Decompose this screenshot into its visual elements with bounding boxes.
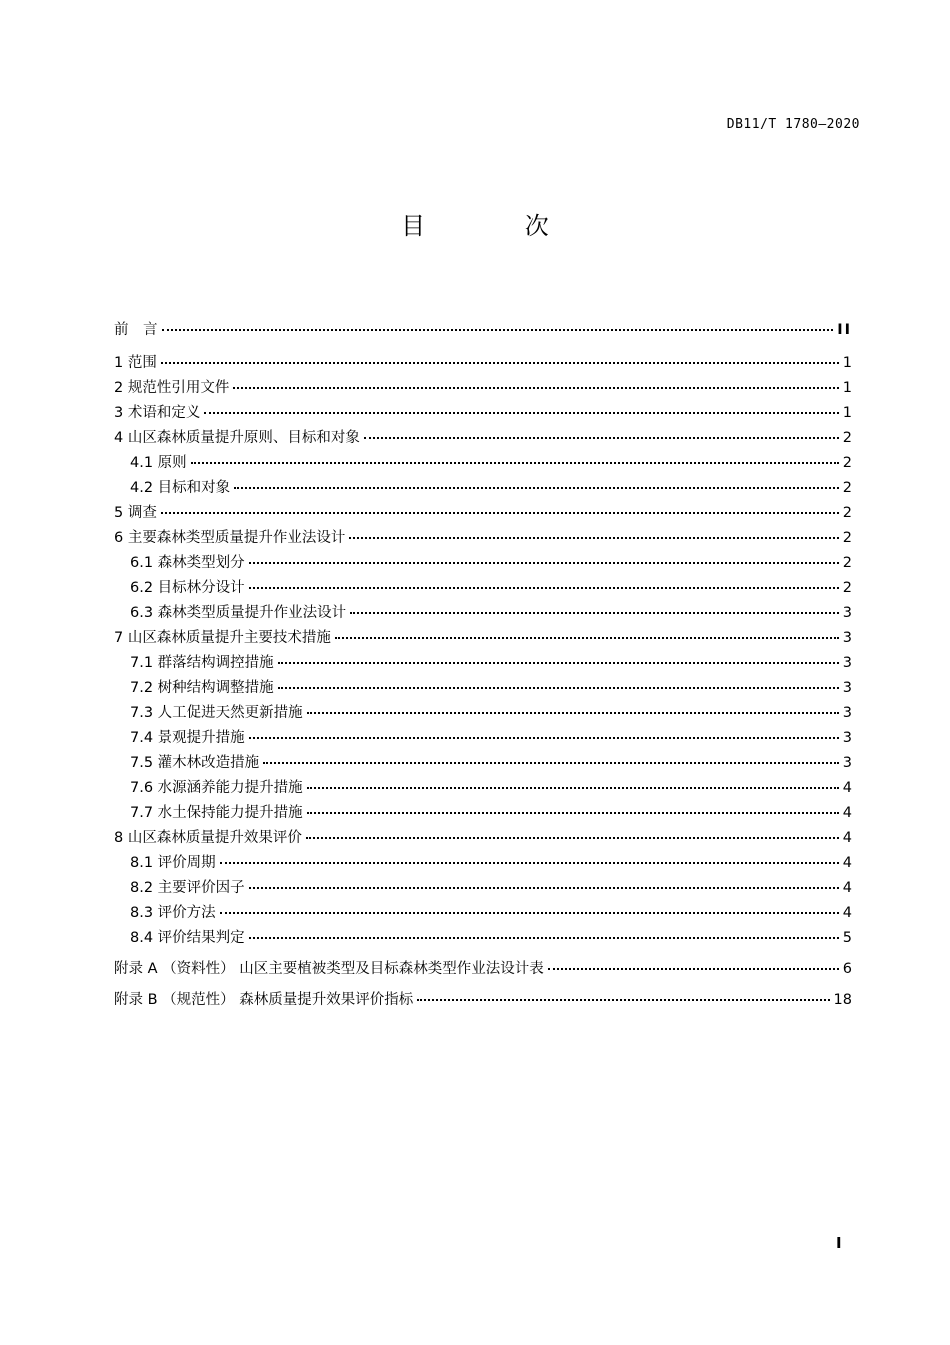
page-title: 目 次: [401, 212, 595, 240]
toc-entry-label: 4 山区森林质量提升原则、目标和对象: [114, 430, 360, 446]
toc-entry-label: 4.2 目标和对象: [130, 480, 231, 496]
toc-entry-page: 6: [842, 961, 852, 977]
toc-entry-page: 2: [842, 580, 852, 596]
toc-entry-label: 8.1 评价周期: [130, 855, 216, 871]
toc-leader: [249, 887, 839, 889]
toc-leader: [263, 762, 839, 764]
toc-entry-label: 8 山区森林质量提升效果评价: [114, 830, 302, 846]
toc-entry-label: 附录 A （资料性） 山区主要植被类型及目标森林类型作业法设计表: [114, 961, 544, 977]
toc-entry-6-1[interactable]: [114, 551, 852, 576]
toc-entry-page: 5: [842, 930, 852, 946]
toc-entry-page: 3: [842, 605, 852, 621]
toc-leader: [307, 712, 839, 714]
toc-entry-label: 7.2 树种结构调整措施: [130, 680, 274, 696]
toc-entry-page: 2: [842, 455, 852, 471]
toc-leader: [220, 862, 839, 864]
toc-entry-page: 1: [842, 380, 852, 396]
toc-entry-page: II: [837, 322, 852, 338]
toc-entry-appendix-a[interactable]: [114, 957, 852, 988]
toc-entry-label: 7.5 灌木林改造措施: [130, 755, 260, 771]
toc-entry-page: 4: [842, 905, 852, 921]
toc-entry-7-7[interactable]: [114, 801, 852, 826]
toc-entry-7-1[interactable]: [114, 651, 852, 676]
toc-leader: [306, 837, 839, 839]
toc-entry-page: 1: [842, 405, 852, 421]
toc-entry-label: 前 言: [114, 322, 158, 338]
toc-leader: [234, 487, 839, 489]
toc-leader: [204, 412, 838, 414]
toc-entry-label: 4.1 原则: [130, 455, 187, 471]
document-code: DB11/T 1780—2020: [726, 117, 860, 132]
toc-entry-4-2[interactable]: [114, 476, 852, 501]
toc-entry-label: 6.3 森林类型质量提升作业法设计: [130, 605, 347, 621]
toc-entry-1[interactable]: [114, 351, 852, 376]
toc-entry-foreword[interactable]: [114, 318, 852, 351]
toc-entry-page: 3: [842, 655, 852, 671]
toc-leader: [233, 387, 838, 389]
toc-leader: [417, 999, 829, 1001]
toc-entry-label: 附录 B （规范性） 森林质量提升效果评价指标: [114, 992, 414, 1008]
toc-leader: [249, 937, 839, 939]
toc-entry-label: 6.2 目标林分设计: [130, 580, 245, 596]
toc-entry-8-1[interactable]: [114, 851, 852, 876]
toc-entry-page: 4: [842, 805, 852, 821]
toc-entry-label: 5 调查: [114, 505, 157, 521]
toc-entry-page: 1: [842, 355, 852, 371]
toc-entry-page: 2: [842, 530, 852, 546]
toc-leader: [249, 737, 839, 739]
toc-entry-7[interactable]: [114, 626, 852, 651]
toc-leader: [191, 462, 839, 464]
toc-leader: [161, 362, 839, 364]
toc-entry-page: 3: [842, 730, 852, 746]
toc-entry-label: 7.6 水源涵养能力提升措施: [130, 780, 303, 796]
toc-entry-8-2[interactable]: [114, 876, 852, 901]
toc-entry-appendix-b[interactable]: [114, 988, 852, 1013]
toc-entry-label: 6.1 森林类型划分: [130, 555, 245, 571]
toc-entry-label: 2 规范性引用文件: [114, 380, 230, 396]
toc-entry-4-1[interactable]: [114, 451, 852, 476]
toc-entry-label: 7.7 水土保持能力提升措施: [130, 805, 303, 821]
table-of-contents: [114, 318, 852, 1013]
toc-leader: [364, 437, 839, 439]
toc-entry-5[interactable]: [114, 501, 852, 526]
toc-entry-page: 4: [842, 830, 852, 846]
toc-entry-label: 8.2 主要评价因子: [130, 880, 245, 896]
toc-entry-label: 6 主要森林类型质量提升作业法设计: [114, 530, 346, 546]
toc-leader: [249, 587, 839, 589]
toc-leader: [220, 912, 839, 914]
toc-entry-8[interactable]: [114, 826, 852, 851]
toc-leader: [335, 637, 839, 639]
toc-entry-7-3[interactable]: [114, 701, 852, 726]
toc-entry-8-4[interactable]: [114, 926, 852, 951]
toc-leader: [548, 968, 839, 970]
toc-leader: [307, 787, 839, 789]
toc-leader: [278, 687, 839, 689]
toc-entry-page: 3: [842, 705, 852, 721]
toc-entry-page: 2: [842, 505, 852, 521]
toc-entry-6-2[interactable]: [114, 576, 852, 601]
toc-entry-label: 1 范围: [114, 355, 157, 371]
toc-entry-3[interactable]: [114, 401, 852, 426]
toc-leader: [350, 612, 839, 614]
toc-entry-page: 18: [833, 992, 852, 1008]
toc-entry-page: 3: [842, 755, 852, 771]
toc-entry-page: 2: [842, 480, 852, 496]
toc-leader: [249, 562, 839, 564]
toc-entry-page: 4: [842, 780, 852, 796]
toc-entry-page: 4: [842, 855, 852, 871]
toc-entry-page: 2: [842, 430, 852, 446]
toc-entry-label: 8.3 评价方法: [130, 905, 216, 921]
toc-leader: [349, 537, 838, 539]
toc-leader: [162, 329, 834, 331]
toc-entry-page: 3: [842, 680, 852, 696]
page-number: I: [836, 1234, 842, 1252]
toc-entry-6[interactable]: [114, 526, 852, 551]
toc-leader: [278, 662, 839, 664]
toc-entry-label: 7.1 群落结构调控措施: [130, 655, 274, 671]
toc-entry-label: 7.4 景观提升措施: [130, 730, 245, 746]
toc-entry-7-6[interactable]: [114, 776, 852, 801]
toc-entry-label: 7.3 人工促进天然更新措施: [130, 705, 303, 721]
toc-entry-4[interactable]: [114, 426, 852, 451]
toc-entry-6-3[interactable]: [114, 601, 852, 626]
toc-entry-7-2[interactable]: [114, 676, 852, 701]
toc-leader: [161, 512, 839, 514]
toc-entry-page: 2: [842, 555, 852, 571]
toc-entry-7-4[interactable]: [114, 726, 852, 751]
toc-entry-8-3[interactable]: [114, 901, 852, 926]
toc-entry-2[interactable]: [114, 376, 852, 401]
toc-entry-7-5[interactable]: [114, 751, 852, 776]
toc-entry-label: 3 术语和定义: [114, 405, 201, 421]
toc-entry-label: 7 山区森林质量提升主要技术措施: [114, 630, 331, 646]
toc-entry-page: 4: [842, 880, 852, 896]
toc-entry-label: 8.4 评价结果判定: [130, 930, 245, 946]
toc-entry-page: 3: [842, 630, 852, 646]
toc-leader: [307, 812, 839, 814]
